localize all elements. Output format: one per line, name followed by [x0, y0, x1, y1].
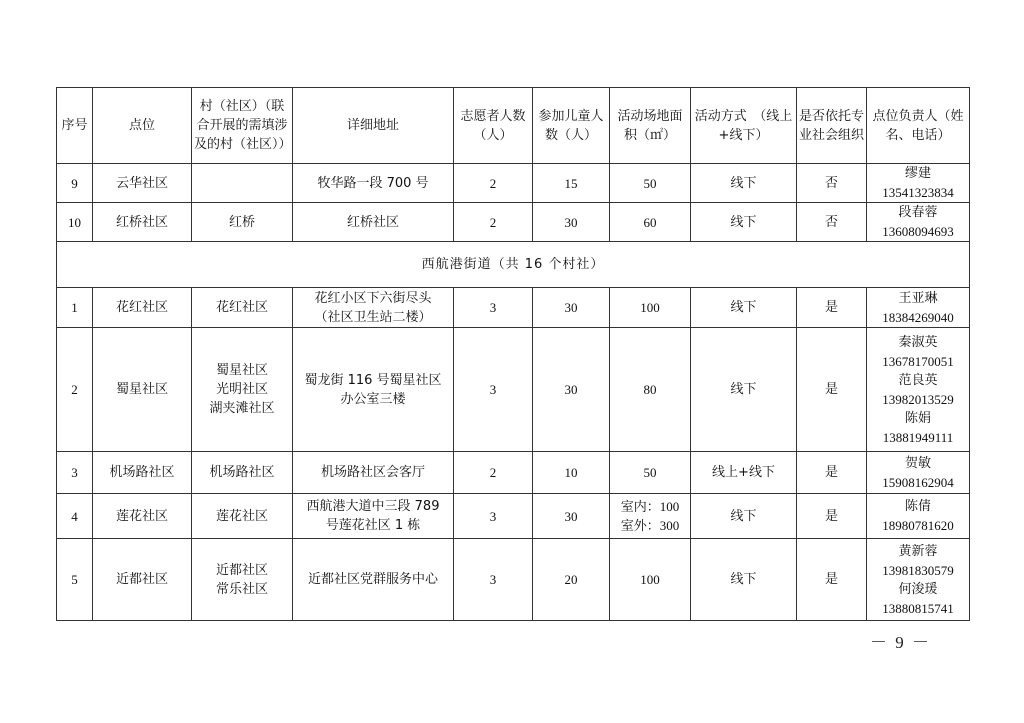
volunteers-cell: 3	[454, 288, 533, 328]
header-cell: 详细地址	[293, 88, 454, 164]
contact-phone: 13541323834	[882, 185, 954, 200]
contact-cell	[867, 328, 970, 452]
address-cell: 牧华路一段 700 号	[293, 164, 454, 203]
village-cell-line: 湖夹滩社区	[209, 401, 275, 416]
village-cell-line: 莲花社区	[215, 508, 268, 524]
header-cell: 活动场地面积（㎡）	[610, 88, 691, 164]
children-cell: 30	[533, 203, 610, 242]
org-cell: 是	[797, 539, 867, 621]
address-cell: 红桥社区	[293, 203, 454, 242]
area-cell	[610, 452, 691, 494]
contact-name: 陈娟	[904, 410, 931, 426]
area-cell-line: 室内：100	[620, 499, 680, 514]
contact-name: 段春蓉	[898, 205, 938, 220]
table-row	[57, 288, 970, 328]
address-cell	[293, 494, 454, 539]
area-cell	[610, 539, 691, 621]
contact-name: 黄新蓉	[898, 543, 938, 559]
no-cell: 10	[57, 203, 93, 242]
contact-phone: 13881949111	[882, 429, 954, 445]
area-cell-line: 室外：300	[620, 518, 680, 533]
address-cell	[293, 539, 454, 621]
address-cell-line: 西航港大道中三段 789	[306, 499, 440, 514]
header-cell: 参加儿童人数（人）	[533, 88, 610, 164]
volunteers-cell: 2	[454, 164, 533, 203]
address-cell-line: 号莲花社区 1 栋	[325, 518, 421, 533]
org-cell: 是	[797, 494, 867, 539]
village-cell-line: 花红社区	[215, 300, 268, 315]
village-cell: 红桥	[192, 203, 293, 242]
header-cell: 序号	[57, 88, 93, 164]
volunteers-cell: 3	[454, 539, 533, 621]
header-cell: 点位负责人（姓名、电话）	[867, 88, 970, 164]
site-cell: 近都社区	[93, 539, 192, 621]
page-number: － 9 －	[870, 633, 931, 652]
header-row	[57, 88, 970, 164]
contact-phone: 13981830579	[882, 562, 954, 578]
mode-cell: 线下	[691, 539, 797, 621]
header-cell: 是否依托专业社会组织	[797, 88, 867, 164]
no-cell: 9	[57, 164, 93, 203]
contact-name: 秦淑英	[898, 334, 938, 350]
volunteers-cell: 3	[454, 494, 533, 539]
contact-phone: 15908162904	[882, 474, 954, 490]
village-cell-line: 常乐社区	[215, 581, 268, 597]
header-cell: 村（社区）（联合开展的需填涉及的村（社区））	[192, 88, 293, 164]
org-cell: 否	[797, 164, 867, 203]
site-cell: 莲花社区	[93, 494, 192, 539]
area-cell-line: 50	[643, 465, 657, 480]
section-title: 西航港街道（共 16 个村社）	[57, 242, 970, 288]
area-cell-line: 80	[643, 382, 657, 397]
no-cell: 3	[57, 452, 93, 494]
table-row	[57, 328, 970, 452]
address-cell	[293, 288, 454, 328]
header-cell: 志愿者人数（人）	[454, 88, 533, 164]
site-cell: 红桥社区	[93, 203, 192, 242]
volunteers-cell: 2	[454, 203, 533, 242]
no-cell: 5	[57, 539, 93, 621]
contact-name: 何浚瑗	[898, 581, 938, 597]
org-cell: 是	[797, 288, 867, 328]
mode-cell: 线下	[691, 494, 797, 539]
mode-cell: 线上+线下	[691, 452, 797, 494]
site-cell: 云华社区	[93, 164, 192, 203]
address-cell-line: 办公室三楼	[340, 391, 406, 407]
area-cell	[610, 494, 691, 539]
address-cell-line: 近都社区党群服务中心	[307, 572, 438, 587]
area-cell: 60	[610, 203, 691, 242]
header-cell: 活动方式 （线上+线下）	[691, 88, 797, 164]
children-cell: 30	[533, 494, 610, 539]
site-cell: 蜀星社区	[93, 328, 192, 452]
children-cell: 30	[533, 288, 610, 328]
village-cell-line: 近都社区	[215, 562, 268, 578]
contact-phone: 13678170051	[882, 353, 954, 369]
children-cell: 15	[533, 164, 610, 203]
org-cell: 是	[797, 452, 867, 494]
contact-phone: 13982013529	[882, 391, 954, 407]
no-cell: 4	[57, 494, 93, 539]
contact-phone: 13880815741	[882, 600, 954, 616]
village-cell	[192, 539, 293, 621]
no-cell: 2	[57, 328, 93, 452]
address-cell	[293, 452, 454, 494]
area-cell	[610, 328, 691, 452]
children-cell: 20	[533, 539, 610, 621]
contact-name: 缪建	[904, 166, 931, 181]
contact-cell	[867, 494, 970, 539]
contact-phone: 18980781620	[882, 518, 954, 533]
table-row	[57, 452, 970, 494]
contact-name: 范良英	[898, 372, 938, 388]
mode-cell: 线下	[691, 164, 797, 203]
contact-name: 王亚琳	[898, 290, 938, 306]
org-cell: 是	[797, 328, 867, 452]
village-cell-line: 光明社区	[215, 382, 268, 397]
table-row	[57, 494, 970, 539]
village-cell	[192, 494, 293, 539]
contact-cell	[867, 164, 970, 203]
address-cell-line: 机场路社区会客厅	[320, 465, 425, 480]
table-row	[57, 539, 970, 621]
village-cell	[192, 452, 293, 494]
org-cell: 否	[797, 203, 867, 242]
contact-cell	[867, 288, 970, 328]
contact-phone: 13608094693	[882, 224, 954, 239]
contact-cell	[867, 203, 970, 242]
site-cell: 机场路社区	[93, 452, 192, 494]
address-cell-line: （社区卫生站二楼）	[314, 309, 432, 325]
contact-name: 陈倩	[904, 499, 931, 514]
village-cell-line: 机场路社区	[209, 465, 275, 480]
table-row	[57, 203, 970, 242]
area-cell-line: 100	[640, 572, 660, 587]
children-cell: 10	[533, 452, 610, 494]
site-cell: 花红社区	[93, 288, 192, 328]
contact-name: 贺敏	[904, 455, 931, 471]
address-cell-line: 蜀龙街 116 号蜀星社区	[304, 372, 442, 388]
mode-cell: 线下	[691, 328, 797, 452]
area-cell: 50	[610, 164, 691, 203]
village-cell	[192, 288, 293, 328]
section-row	[57, 242, 970, 288]
no-cell: 1	[57, 288, 93, 328]
contact-cell	[867, 452, 970, 494]
mode-cell: 线下	[691, 288, 797, 328]
volunteer-site-table	[56, 87, 970, 621]
volunteers-cell: 3	[454, 328, 533, 452]
header-cell: 点位	[93, 88, 192, 164]
children-cell: 30	[533, 328, 610, 452]
contact-phone: 18384269040	[882, 309, 954, 325]
area-cell	[610, 288, 691, 328]
contact-cell	[867, 539, 970, 621]
table-row	[57, 164, 970, 203]
mode-cell: 线下	[691, 203, 797, 242]
volunteers-cell: 2	[454, 452, 533, 494]
area-cell-line: 100	[640, 300, 660, 315]
village-cell	[192, 328, 293, 452]
village-cell-line: 蜀星社区	[215, 363, 268, 378]
address-cell-line: 花红小区下六街尽头	[314, 290, 432, 306]
village-cell	[192, 164, 293, 203]
address-cell	[293, 328, 454, 452]
